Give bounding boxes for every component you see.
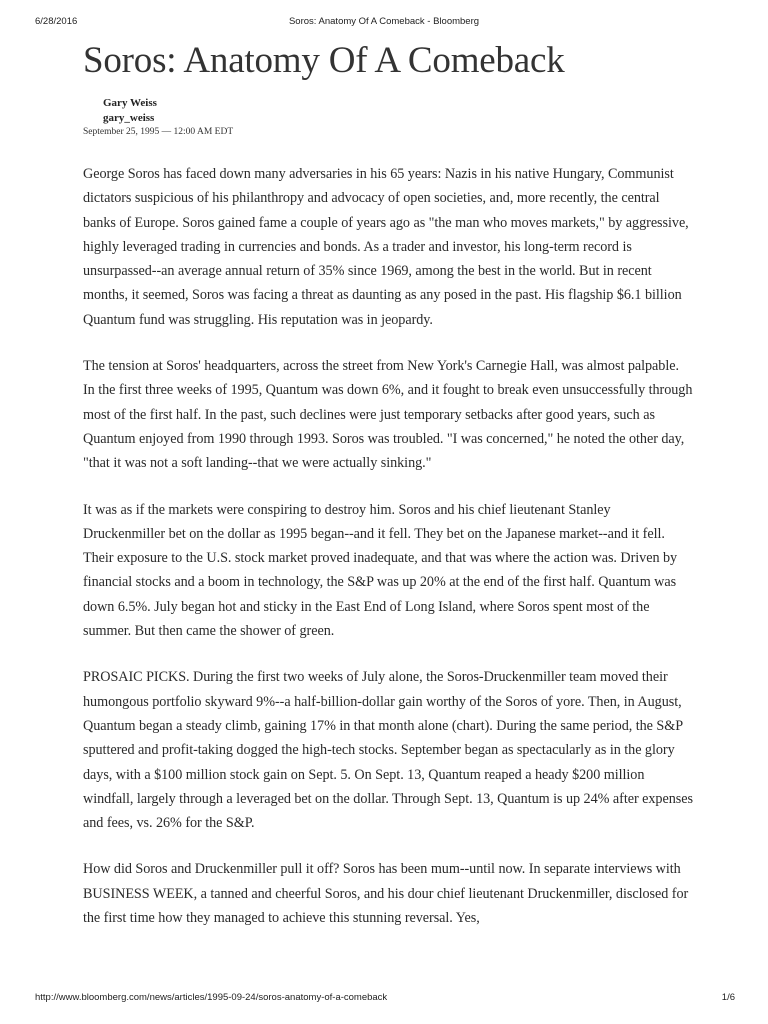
paragraph: It was as if the markets were conspiring to destroy him. Soros and his chief lieutenant Stanley Druckenmiller bet on the dollar as 1995 began--and it fell. They bet on the Japanese market--and it fell. Their exposure to the U.S. stock market proved inadequate, and that was where the action was. Driven by financial stocks and a boom in technology, the S&P was up 20% at the end of the first half. Quantum was down 6.5%. July began hot and sticky in the East End of Long Island, where Soros spent most of the summer. But then came the shower of green. bbox=[83, 501, 678, 640]
author-name: Gary Weiss bbox=[103, 97, 157, 109]
page-number: 1/6 bbox=[721, 992, 735, 1003]
print-date: 6/28/2016 bbox=[35, 16, 78, 27]
article-headline: Soros: Anatomy Of A Comeback bbox=[83, 40, 565, 81]
article-dateline: September 25, 1995 — 12:00 AM EDT bbox=[83, 127, 234, 137]
print-url: http://www.bloomberg.com/news/articles/1995-09-24/soros-anatomy-of-a-comeback bbox=[35, 992, 388, 1003]
paragraph: How did Soros and Druckenmiller pull it off? Soros has been mum--until now. In separate interviews with BUSINESS WEEK, a tanned and cheerful Soros, and his dour chief lieutenant Druckenmiller, disclosed for the first time how they managed to achieve this stunning reversal. Yes, bbox=[83, 861, 689, 927]
article-body bbox=[83, 162, 693, 927]
byline bbox=[83, 96, 693, 126]
print-page-title: Soros: Anatomy Of A Comeback - Bloomberg bbox=[288, 16, 480, 27]
article bbox=[83, 38, 693, 939]
author-handle: gary_weiss bbox=[103, 112, 155, 124]
paragraph: PROSAIC PICKS. During the first two weeks of July alone, the Soros-Druckenmiller team moved their humongous portfolio skyward 9%--a half-billion-dollar gain worthy of the Soros of yore. Then, in August, Quantum began a steady climb, gaining 17% in that month alone (chart). During the same period, the S&P sputtered and profit-taking dogged the high-tech stocks. September began as spectacularly as in the glory days, with a $100 million stock gain on Sept. 5. On Sept. 13, Quantum reaped a heady $200 million windfall, largely through a leveraged bet on the dollar. Through Sept. 13, Quantum is up 24% after expenses and fees, vs. 26% for the S&P. bbox=[83, 669, 693, 832]
print-footer bbox=[0, 992, 768, 1006]
paragraph: The tension at Soros' headquarters, across the street from New York's Carnegie Hall, was almost palpable. In the first three weeks of 1995, Quantum was down 6%, and it fought to break even unsuccessfully through most of the first half. In the past, such declines were just temporary setbacks after good years, such as Quantum enjoyed from 1990 through 1993. Soros was troubled. "I was concerned," he noted the other day, "that it was not a soft landing--that we were actually sinking." bbox=[83, 358, 693, 472]
paragraph: George Soros has faced down many adversaries in his 65 years: Nazis in his native Hungary, Communist dictators suspicious of his philanthropy and advocacy of open societies, and, more recently, the central banks of Europe. Soros gained fame a couple of years ago as "the man who moves markets," by aggressive, highly leveraged trading in currencies and bonds. As a trader and investor, his long-term record is unsurpassed--an average annual return of 35% since 1969, among the best in the world. But in recent months, it seemed, Soros was facing a threat as daunting as any posed in the past. His flagship $6.1 billion Quantum fund was struggling. His reputation was in jeopardy. bbox=[83, 166, 689, 328]
print-header bbox=[0, 16, 768, 30]
